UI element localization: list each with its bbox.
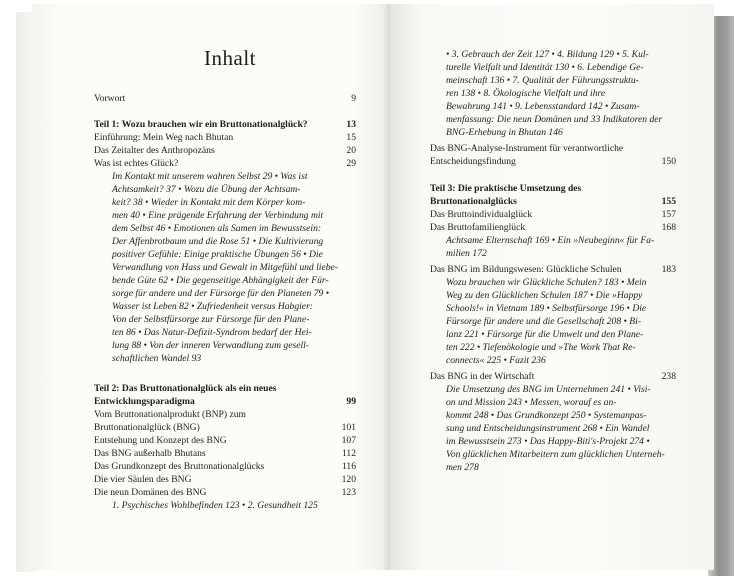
toc-entry: Bruttonationalglück (BNG) xyxy=(94,422,200,433)
toc-entry: Das Bruttoindividualglück xyxy=(430,209,533,220)
toc-page: 120 xyxy=(341,474,356,485)
toc-subentry: turelle Vielfalt und Identität 130 • 6. Lebendige Ge- xyxy=(446,62,644,73)
part-heading: Teil 3: Die praktische Umsetzung des xyxy=(430,183,582,194)
toc-subentry: • 3. Gebrauch der Zeit 127 • 4. Bildung 129 • 5. Kul- xyxy=(446,49,649,60)
toc-entry: Einführung: Mein Weg nach Bhutan xyxy=(94,132,234,143)
open-book xyxy=(8,4,736,574)
toc-entry: Das BNG im Bildungswesen: Glückliche Schulen xyxy=(430,264,622,275)
toc-entry: Die vier Säulen des BNG xyxy=(94,474,192,485)
toc-subentry: keit? 38 • Wieder in Kontakt mit dem Körper kom- xyxy=(112,197,306,208)
toc-page: 9 xyxy=(351,93,356,104)
toc-subentry: schaftlichen Wandel 93 xyxy=(112,353,202,364)
toc-entry: Was ist echtes Glück? xyxy=(94,158,179,169)
toc-subentry: lanz 221 • Fürsorge für die Umwelt und den Plane- xyxy=(446,329,644,340)
toc-subentry: milien 172 xyxy=(446,248,487,259)
toc-page: 168 xyxy=(661,222,676,233)
part-heading: Teil 2: Das Bruttonationalglück als ein neues xyxy=(94,383,277,394)
toc-subentry: sung und Entscheidungsinstrument 268 • Ein Wandel xyxy=(446,423,650,434)
toc-subentry: Schools!« in Vietnam 189 • Selbstfürsorge 196 • Die xyxy=(446,303,647,314)
toc-page: 157 xyxy=(661,209,676,220)
toc-subentry: Achtsame Elternschaft 169 • Ein »Neubeginn« für Fa- xyxy=(446,235,655,246)
toc-entry: Entscheidungsfindung xyxy=(430,156,516,167)
toc-subentry: Verwandlung von Hass und Gewalt in Mitgefühl und liebe- xyxy=(112,262,338,273)
part-heading: Teil 1: Wozu brauchen wir ein Bruttonationalglück? xyxy=(94,119,308,130)
toc-subentry: positiver Gefühle: Einige praktische Übungen 56 • Die xyxy=(112,249,323,260)
toc-subentry: Weg zu den Glücklichen Schulen 187 • Die »Happy xyxy=(446,290,643,301)
toc-entry: Das Bruttofamilienglück xyxy=(430,222,526,233)
toc-subentry: ten 222 • Tiefenökologie und »The Work That Re- xyxy=(446,342,636,353)
toc-page: 29 xyxy=(346,158,356,169)
right-page xyxy=(390,4,714,570)
toc-entry: Das BNG außerhalb Bhutans xyxy=(94,448,206,459)
toc-subentry: Im Kontakt mit unserem wahren Selbst 29 • Was ist xyxy=(112,171,308,182)
toc-subentry: Die Umsetzung des BNG im Unternehmen 241 • Visi- xyxy=(446,384,651,395)
toc-subentry: menfassung: Die neun Domänen und 33 Indikatoren der xyxy=(446,114,663,125)
toc-entry: Das Zeitalter des Anthropozäns xyxy=(94,145,215,156)
toc-subentry: im Bewusstsein 273 • Das Happy-Biti's-Projekt 274 • xyxy=(446,436,650,447)
toc-subentry: meinschaft 136 • 7. Qualität der Führungsstruktu- xyxy=(446,75,639,86)
toc-page: 155 xyxy=(661,196,676,207)
toc-subentry: Der Affenbrotbaum und die Rose 51 • Die Kultivierung xyxy=(112,236,324,247)
toc-subentry: 1. Psychisches Wohlbefinden 123 • 2. Gesundheit 125 xyxy=(112,500,318,511)
toc-subentry: on und Mission 243 • Messen, worauf es an- xyxy=(446,397,617,408)
toc-subentry: kommt 248 • Das Grundkonzept 250 • Systemanpas- xyxy=(446,410,647,421)
toc-page: 13 xyxy=(346,119,356,130)
left-page xyxy=(32,4,398,570)
toc-page: 15 xyxy=(346,132,356,143)
toc-entry: Das Grundkonzept des Bruttonationalglücks xyxy=(94,461,265,472)
toc-entry: Das BNG in der Wirtschaft xyxy=(430,371,535,382)
part-heading: Entwicklungsparadigma xyxy=(94,396,195,407)
toc-subentry: bende Güte 62 • Die gegenseitige Abhängigkeit der Für- xyxy=(112,275,329,286)
toc-subentry: BNG-Erhebung in Bhutan 146 xyxy=(446,127,563,138)
toc-title: Inhalt xyxy=(204,46,256,70)
part-heading: Bruttonationalglücks xyxy=(430,196,517,207)
toc-page: 116 xyxy=(341,461,356,472)
toc-subentry: Bewahrung 141 • 9. Lebensstandard 142 • Zusam- xyxy=(446,101,640,112)
toc-page: 101 xyxy=(341,422,356,433)
toc-entry: Vorwort xyxy=(94,93,126,104)
toc-subentry: lung 88 • Von der inneren Verwandlung zum gesell- xyxy=(112,340,309,351)
toc-subentry: connects« 225 • Fazit 236 xyxy=(446,355,546,366)
toc-subentry: ten 86 • Das Natur-Defizit-Syndrom bedarf der Hei- xyxy=(112,327,312,338)
toc-subentry: ren 138 • 8. Ökologische Vielfalt und ihre xyxy=(446,88,606,99)
toc-page: 112 xyxy=(341,448,356,459)
toc-page: 20 xyxy=(346,145,356,156)
toc-subentry: sorge für andere und der Fürsorge für den Planeten 79 • xyxy=(112,288,330,299)
toc-entry: Die neun Domänen des BNG xyxy=(94,487,207,498)
toc-page: 99 xyxy=(346,396,356,407)
toc-subentry: Von der Selbstfürsorge zur Fürsorge für den Plane- xyxy=(112,314,310,325)
toc-page: 107 xyxy=(341,435,356,446)
toc-subentry: men 278 xyxy=(446,462,479,473)
toc-entry: Vom Bruttonationalprodukt (BNP) zum xyxy=(94,409,246,420)
toc-subentry: Wozu brauchen wir Glückliche Schulen? 183 • Mein xyxy=(446,277,647,288)
toc-entry: Entstehung und Konzept des BNG xyxy=(94,435,227,446)
toc-entry: Das BNG-Analyse-Instrument für verantwortliche xyxy=(430,143,624,154)
toc-page: 183 xyxy=(661,264,676,275)
toc-subentry: dem Selbst 46 • Emotionen als Samen im Bewusstsein: xyxy=(112,223,322,234)
toc-page: 150 xyxy=(661,156,676,167)
toc-subentry: Fürsorge für andere und die Gesellschaft 208 • Bi- xyxy=(446,316,642,327)
toc-page: 238 xyxy=(661,371,676,382)
toc-subentry: Achtsamkeit? 37 • Wozu die Übung der Achtsam- xyxy=(112,184,301,195)
toc-subentry: Von glücklichen Mitarbeitern zum glücklichen Unterneh- xyxy=(446,449,665,460)
toc-subentry: Wasser ist Leben 82 • Zufriedenheit versus Habgier: xyxy=(112,301,313,312)
toc-page: 123 xyxy=(341,487,356,498)
toc-subentry: men 40 • Eine prägende Erfahrung der Verbindung mit xyxy=(112,210,324,221)
